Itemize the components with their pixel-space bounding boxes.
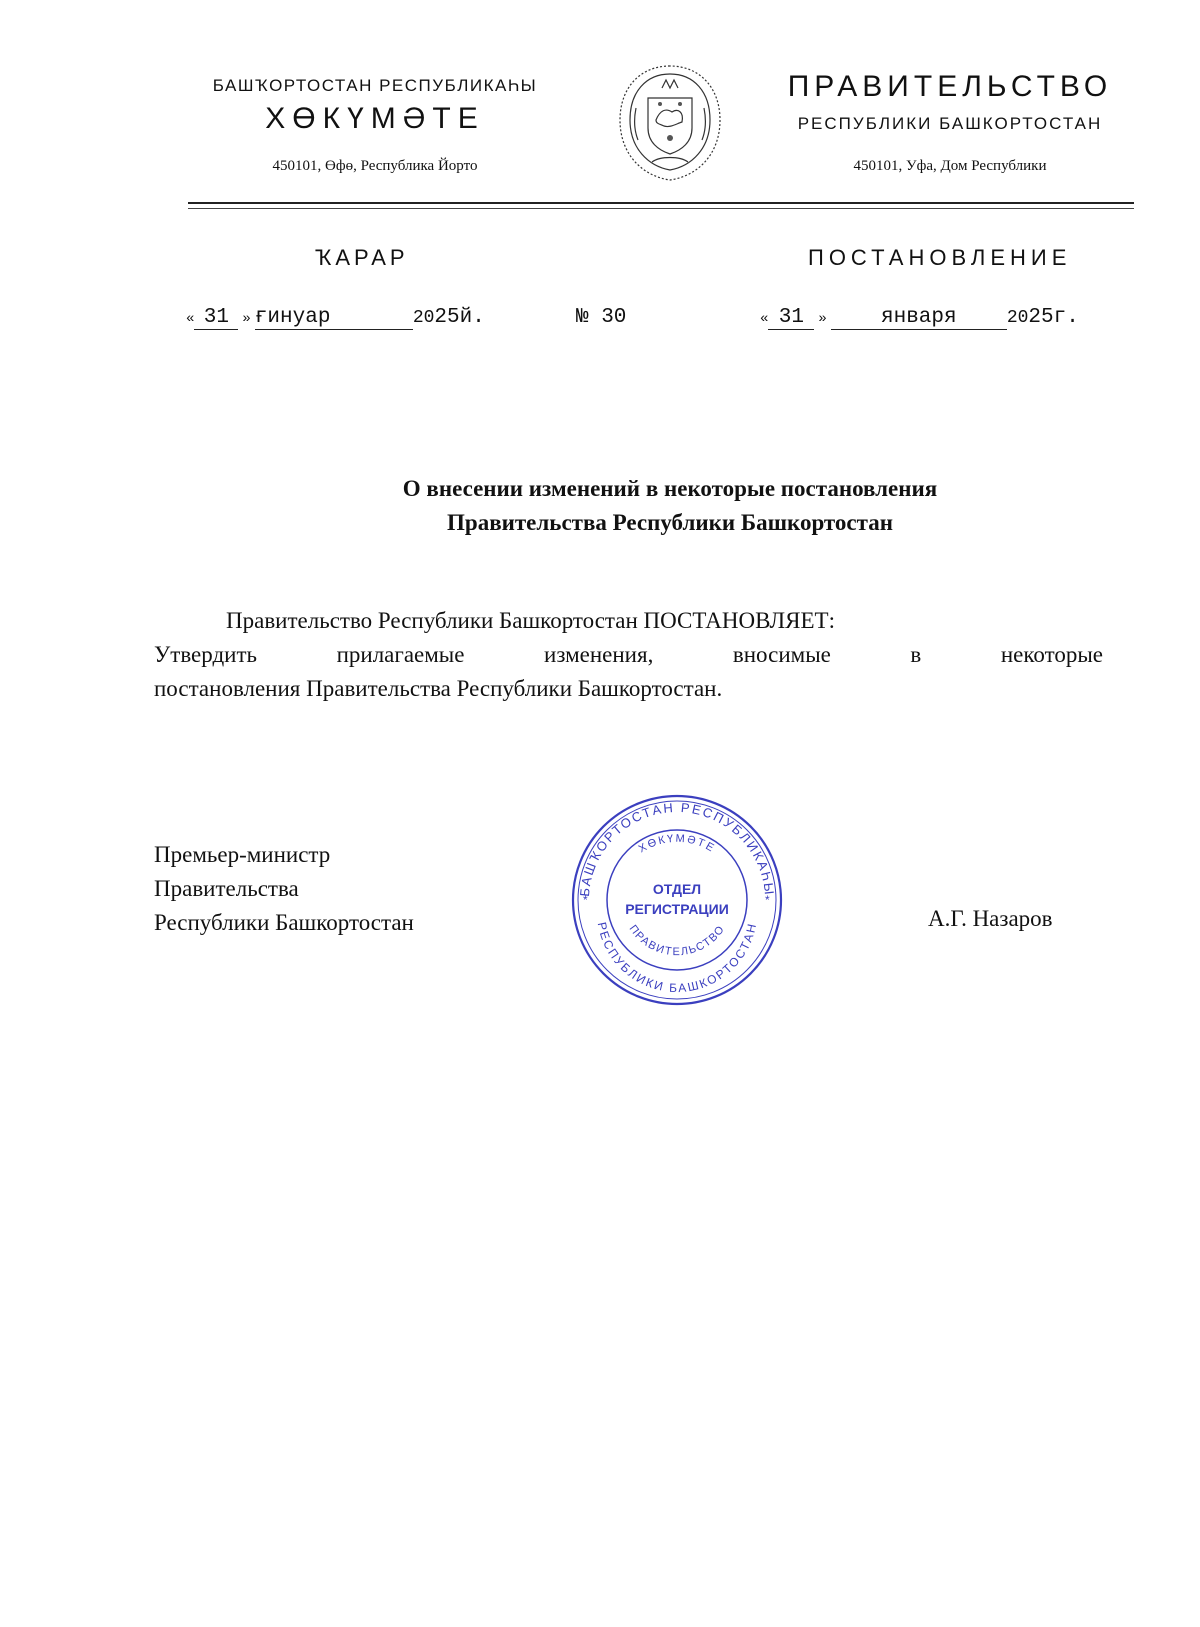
document-kind-russian: ПОСТАНОВЛЕНИЕ (808, 245, 1072, 270)
registration-stamp (567, 790, 787, 1010)
stamp-inner-top-text: ХӨКҮМӘТЕ (636, 832, 718, 856)
document-title-line1: О внесении изменений в некоторые постановления (402, 476, 938, 501)
stamp-star-right-icon: * (765, 893, 770, 907)
date-year-prefix: 20 (412, 308, 435, 328)
date-day: 31 (194, 307, 238, 330)
date-quote-close: » (818, 311, 827, 327)
svg-text:ПРАВИТЕЛЬСТВО (627, 923, 728, 958)
header-bashkir-body: ХӨКҮМӘТЕ (265, 102, 485, 135)
document-kind-bashkir: ҠАРАР (315, 245, 409, 270)
header-russian-republic: РЕСПУБЛИКИ БАШКОРТОСТАН (797, 114, 1103, 133)
coat-of-arms-emblem-icon (610, 58, 730, 188)
date-year-suffix: 25г. (1028, 306, 1079, 329)
date-quote-open: « (760, 311, 769, 327)
header-bashkir-address: 450101, Өфө, Республика Йорто (272, 158, 478, 174)
date-year-prefix: 20 (1006, 308, 1029, 328)
document-title-line2: Правительства Республики Башкортостан (447, 510, 893, 535)
document-number: № 30 (576, 306, 627, 329)
stamp-star-left-icon: * (583, 893, 588, 907)
body-preamble: Правительство Республики Башкортостан ПОСТАНОВЛЯЕТ: (226, 608, 835, 633)
signature-name: А.Г. Назаров (928, 906, 1053, 931)
date-year-suffix: 25й. (434, 306, 485, 329)
stamp-outer-top-text: БАШҠОРТОСТАН РЕСПУБЛИКАҺЫ (576, 799, 778, 898)
date-month: ғинуар (255, 307, 413, 330)
body-line2: Утвердить прилагаемые изменения, вносимые в некоторые (154, 642, 1103, 667)
header-russian-body: ПРАВИТЕЛЬСТВО (787, 70, 1113, 103)
date-russian (760, 306, 1079, 330)
stamp-outer-bottom-text: РЕСПУБЛИКИ БАШКОРТОСТАН (594, 920, 760, 996)
date-quote-open: « (186, 311, 195, 327)
signature-position (154, 838, 414, 940)
signature-position-line2: Правительства (154, 876, 299, 901)
body-line3: постановления Правительства Республики Башкортостан. (154, 676, 723, 701)
signature-position-line3: Республики Башкортостан (154, 910, 414, 935)
date-bashkir (186, 306, 485, 330)
stamp-center-line1: ОТДЕЛ (652, 881, 702, 897)
header-rule-thin (188, 208, 1134, 209)
header-russian-address: 450101, Уфа, Дом Республики (853, 158, 1047, 174)
stamp-center-line2: РЕГИСТРАЦИИ (625, 901, 729, 917)
stamp-inner-bottom-text: ПРАВИТЕЛЬСТВО (626, 922, 728, 959)
header-rule-thick (188, 202, 1134, 204)
date-month: января (831, 307, 1007, 330)
header-bashkir-republic: БАШҠОРТОСТАН РЕСПУБЛИКАҺЫ (212, 76, 538, 95)
date-quote-close: » (242, 311, 251, 327)
date-day: 31 (768, 307, 814, 330)
document-title (150, 472, 1190, 540)
signature-position-line1: Премьер-министр (154, 842, 331, 867)
